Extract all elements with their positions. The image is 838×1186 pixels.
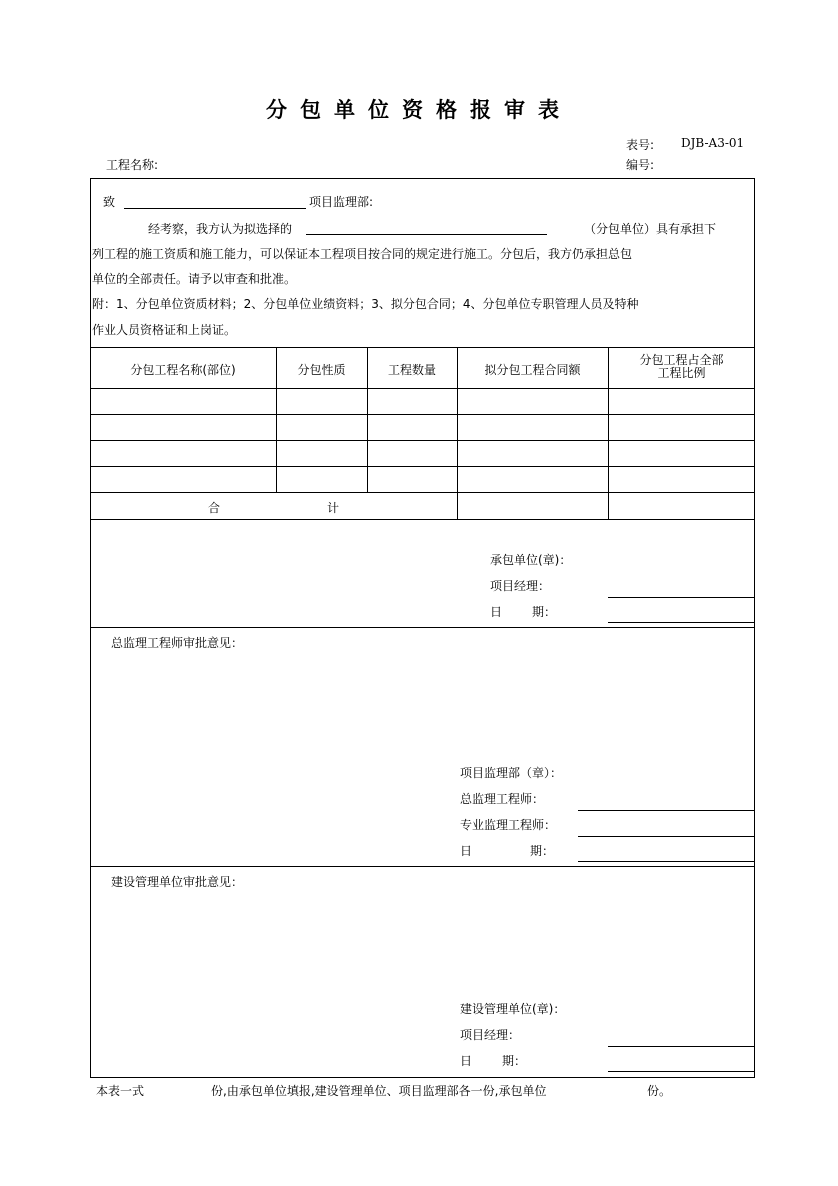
owner-date-blank[interactable] [608, 1071, 755, 1072]
header-subcontract-type: 分包性质 [297, 363, 346, 377]
contractor-date-label-1: 日 [490, 605, 503, 619]
header-quantity: 工程数量 [387, 363, 436, 377]
header-subcontract-name: 分包工程名称(部位) [130, 363, 236, 377]
table-row-border [90, 466, 755, 467]
specialist-engineer-label: 专业监理工程师： [460, 818, 557, 832]
form-title: 分包单位资格报审表 [266, 98, 572, 122]
chief-engineer-blank[interactable] [578, 810, 755, 811]
intro-line3: 单位的全部责任。请予以审查和批准。 [92, 272, 297, 286]
table-row-border [90, 414, 755, 415]
contractor-manager-label: 项目经理： [490, 579, 551, 593]
section-divider [90, 866, 755, 867]
attachments-line1: 附：1、分包单位资质材料；2、分包单位业绩资料；3、拟分包合同；4、分包单位专职管理人员及特种 [92, 297, 639, 311]
form-frame [90, 178, 755, 1078]
attachments-line2: 作业人员资格证和上岗证。 [92, 323, 237, 337]
table-row-border [90, 440, 755, 441]
footer-part3: 份。 [647, 1084, 672, 1098]
project-name-label: 工程名称: [106, 158, 159, 172]
total-label-2: 计 [327, 501, 340, 515]
contractor-manager-blank[interactable] [608, 597, 755, 598]
form-number-value: DJB-A3-01 [681, 136, 745, 150]
specialist-engineer-blank[interactable] [578, 836, 755, 837]
intro-line1-prefix: 经考察，我方认为拟选择的 [148, 222, 293, 236]
owner-date-label-1: 日 [460, 1054, 473, 1068]
dept-label: 项目监理部: [309, 195, 374, 209]
total-label-1: 合 [208, 501, 221, 515]
contractor-date-label-2: 期： [532, 605, 557, 619]
header-contract-amount: 拟分包工程合同额 [484, 363, 581, 377]
intro-line2: 列工程的施工资质和施工能力，可以保证本工程项目按合同的规定进行施工。分包后，我方仍承担总包 [92, 247, 633, 261]
form-number-label: 表号: [626, 138, 655, 152]
footer-part1: 本表一式 [96, 1084, 145, 1098]
section-divider [90, 627, 755, 628]
table-top-border [90, 347, 755, 348]
recipient-blank[interactable] [124, 208, 306, 209]
owner-opinion-label: 建设管理单位审批意见： [111, 875, 244, 889]
owner-date-label-2: 期： [502, 1054, 527, 1068]
owner-manager-label: 项目经理： [460, 1028, 521, 1042]
contractor-unit-label: 承包单位(章)： [490, 553, 572, 567]
to-label: 致 [103, 195, 116, 209]
supervisor-opinion-label: 总监理工程师审批意见： [111, 636, 244, 650]
owner-unit-label: 建设管理单位(章)： [460, 1002, 566, 1016]
owner-manager-blank[interactable] [608, 1046, 755, 1047]
chief-engineer-label: 总监理工程师： [460, 792, 545, 806]
intro-line1-suffix: （分包单位）具有承担下 [584, 222, 717, 236]
supervisor-date-label-1: 日 [460, 844, 473, 858]
supervisor-date-label-2: 期： [530, 844, 555, 858]
table-header-border [90, 388, 755, 389]
supervisor-date-blank[interactable] [578, 861, 755, 862]
table-bottom-border [90, 519, 755, 520]
supervisor-dept-label: 项目监理部（章）： [460, 766, 563, 780]
footer-part2: 份,由承包单位填报,建设管理单位、项目监理部各一份,承包单位 [211, 1084, 547, 1098]
table-row-border [90, 492, 755, 493]
subcontractor-blank[interactable] [306, 234, 547, 235]
contractor-date-blank[interactable] [608, 622, 755, 623]
header-ratio-line2: 工程比例 [657, 366, 706, 380]
header-ratio-line1: 分包工程占全部 [639, 353, 724, 367]
serial-number-label: 编号: [626, 158, 655, 172]
